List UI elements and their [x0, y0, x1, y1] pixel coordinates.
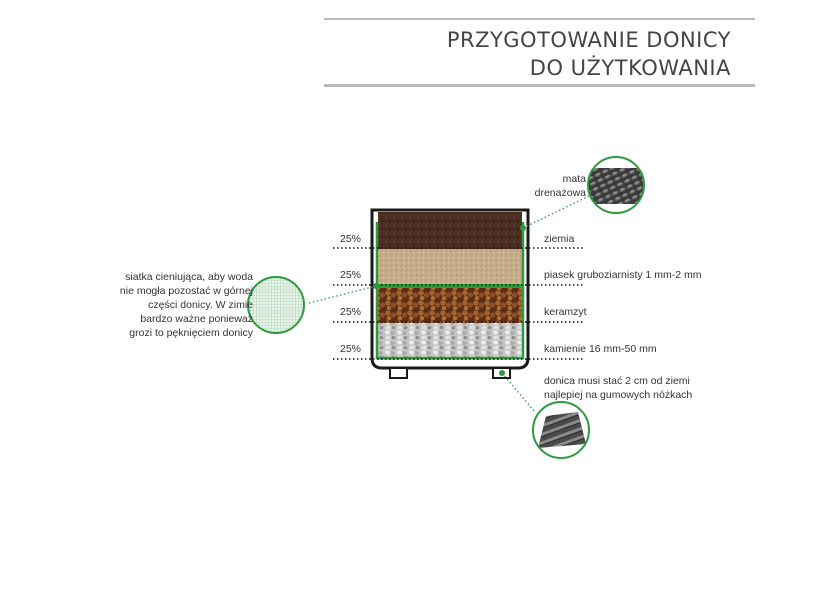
callout-dot-mat	[520, 225, 526, 231]
rubber-feet-swatch	[533, 402, 589, 458]
drainage-mat-swatch	[586, 157, 646, 213]
planter-foot-left	[390, 368, 407, 378]
shade-net-note-line-1: siatka cieniująca, aby woda	[125, 271, 253, 283]
layer-soil	[378, 212, 522, 249]
title-line-2: DO UŻYTKOWANIA	[529, 56, 731, 80]
drainage-mat-label	[522, 172, 586, 200]
shade-net-swatch	[246, 275, 306, 335]
title-line-1: PRZYGOTOWANIE DONICY	[446, 28, 731, 52]
layer-percent-stones: 25%	[340, 343, 362, 355]
shade-net-note-line-3: części donicy. W zimie	[148, 299, 253, 311]
layer-label-soil: ziemia	[544, 233, 575, 245]
shade-net-note-line-4: bardzo ważne ponieważ	[140, 313, 253, 325]
layer-percent-clay: 25%	[340, 306, 362, 318]
layer-percent-sand: 25%	[340, 269, 362, 281]
layer-label-clay: keramzyt	[544, 306, 587, 318]
feet-note	[544, 374, 692, 402]
layer-sand	[378, 249, 522, 286]
layer-label-stones: kamienie 16 mm-50 mm	[544, 343, 657, 355]
layer-label-sand: piasek gruboziarnisty 1 mm-2 mm	[544, 269, 702, 281]
callout-dot-net	[373, 283, 379, 289]
shade-net-note	[103, 270, 253, 340]
drainage-mat-label-line-1: mata	[562, 173, 586, 185]
shade-net-note-line-2: nie mogła pozostać w górnej	[119, 285, 253, 297]
drainage-mat-label-line-2: drenażowa	[534, 187, 586, 199]
layer-percent-soil: 25%	[340, 233, 362, 245]
feet-note-line-2: najlepiej na gumowych nóżkach	[544, 389, 693, 401]
callout-dot-feet	[499, 370, 505, 376]
shade-net-note-line-5: grozi to pęknięciem donicy	[129, 327, 253, 339]
feet-note-line-1: donica musi stać 2 cm od ziemi	[544, 375, 690, 387]
layer-clay	[378, 286, 522, 323]
layer-stones	[378, 323, 522, 360]
